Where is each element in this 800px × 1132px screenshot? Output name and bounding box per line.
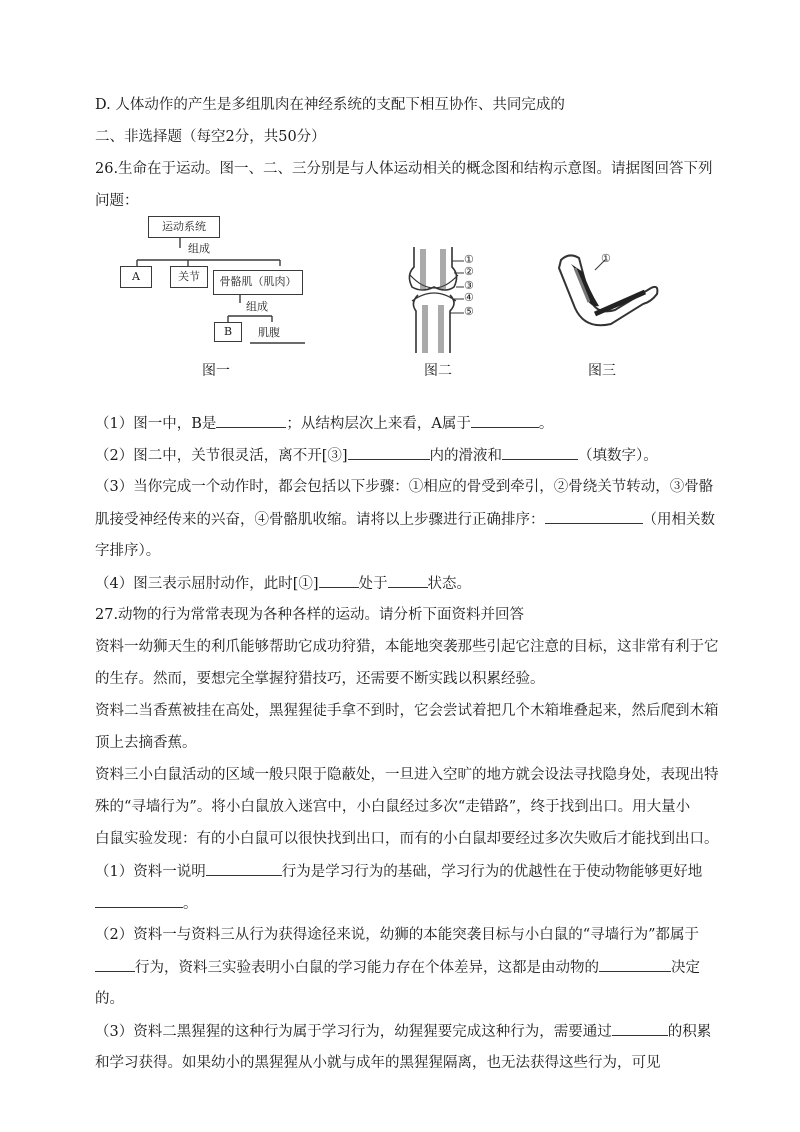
answer-blank[interactable] <box>348 445 430 460</box>
q26-3-line2 <box>95 509 715 530</box>
node-joint: 关节 <box>170 266 208 288</box>
joint-drawing <box>400 245 490 355</box>
q26-1-text-a: （1）图一中，B是 <box>95 416 217 432</box>
answer-blank[interactable] <box>599 957 671 972</box>
fig3-label-1: ① <box>601 252 611 265</box>
q26-2 <box>95 445 658 466</box>
q26-2-text-a: （2）图二中，关节很灵活，离不开[③] <box>95 448 348 464</box>
fig2-label-3: ③ <box>464 279 474 292</box>
question-27-stem: 27.动物的行为常常表现为各种各样的运动。请分析下面资料并回答 <box>95 607 525 623</box>
q26-4-text-b: 处于 <box>358 576 388 592</box>
q27-2-line1: （2）资料一与资料三从行为获得途径来说，幼狮的本能突袭目标与小白鼠的“寻墙行为”都属于 <box>95 927 700 943</box>
q27-2-line3: 的。 <box>95 991 124 1007</box>
q27-3-line1 <box>95 1021 711 1042</box>
figure-2-joint-diagram <box>400 245 490 355</box>
q26-3-text-c: （用相关数 <box>642 512 715 528</box>
q27-1-text-c: 。 <box>183 896 198 912</box>
q27-2-line2 <box>95 957 700 978</box>
material-1-line1: 资料一幼狮天生的利爪能够帮助它成功狩猎，本能地突袭那些引起它注意的目标，这非常有利于它 <box>95 639 719 655</box>
material-2-line2: 顶上去摘香蕉。 <box>95 735 197 751</box>
option-d: D. 人体动作的产生是多组肌肉在神经系统的支配下相互协作、共同完成的 <box>95 97 565 113</box>
q27-1-line1 <box>95 861 702 882</box>
node-motor-system: 运动系统 <box>148 216 220 238</box>
answer-blank[interactable] <box>471 413 539 428</box>
answer-blank[interactable] <box>216 413 286 428</box>
answer-blank[interactable] <box>612 1021 668 1036</box>
q27-3-text-b: 的积累 <box>667 1024 712 1040</box>
belly-box-outline <box>250 322 310 344</box>
q26-4-text-c: 状态。 <box>427 576 472 592</box>
caption-fig2: 图二 <box>424 363 452 379</box>
q27-2-text-b: 行为，资料三实验表明小白鼠的学习能力存在个体差异，这都是由动物的 <box>135 960 599 976</box>
q26-3-line3: 字排序）。 <box>95 543 161 559</box>
caption-fig1: 图一 <box>202 363 230 379</box>
node-a: A <box>120 266 152 288</box>
caption-fig3: 图三 <box>588 363 616 379</box>
fig2-label-2: ② <box>464 265 474 278</box>
q27-2-text-c: 决定 <box>671 960 700 976</box>
q26-3-text-b: 肌接受神经传来的兴奋，④骨骼肌收缩。请将以上步骤进行正确排序： <box>95 512 545 528</box>
figure-1-concept-map <box>110 210 320 345</box>
material-1-line2: 的生存。然而，要想完全掌握狩猎技巧，还需要不断实践以积累经验。 <box>95 671 545 687</box>
q27-3-line2: 和学习获得。如果幼小的黑猩猩从小就与成年的黑猩猩隔离，也无法获得这些行为，可见 <box>95 1055 661 1071</box>
label-compose-1: 组成 <box>188 242 210 255</box>
question-26-stem: 26.生命在于运动。图一、二、三分别是与人体运动相关的概念图和结构示意图。请据图回答下列 <box>95 161 713 177</box>
label-compose-2: 组成 <box>246 300 268 313</box>
answer-blank[interactable] <box>206 861 282 876</box>
q27-1-text-a: （1）资料一说明 <box>95 864 206 880</box>
q26-1-text-c: 。 <box>538 416 554 432</box>
answer-blank[interactable] <box>95 957 135 972</box>
q26-4-text-a: （4）图三表示屈肘动作，此时[①] <box>95 576 319 592</box>
answer-blank[interactable] <box>388 573 428 588</box>
q26-2-text-b: 内的滑液和 <box>429 448 503 464</box>
answer-blank[interactable] <box>545 509 643 524</box>
question-26-stem-cont: 问题： <box>95 193 139 209</box>
q26-1-text-b: ；从结构层次上来看，A属于 <box>286 416 471 432</box>
q26-2-text-c: （填数字）。 <box>578 448 658 464</box>
answer-blank[interactable] <box>502 445 578 460</box>
material-3-line3: 白鼠实验发现：有的小白鼠可以很快找到出口，而有的小白鼠却要经过多次失败后才能找到出口。 <box>95 831 719 847</box>
fig2-label-4: ④ <box>464 291 474 304</box>
node-skeletal-muscle: 骨骼肌（肌肉） <box>213 270 303 295</box>
node-b: B <box>214 322 242 342</box>
answer-blank[interactable] <box>95 893 183 908</box>
fig2-label-1: ① <box>464 253 474 266</box>
answer-blank[interactable] <box>319 573 359 588</box>
q27-1-line2 <box>95 893 198 914</box>
section-heading: 二、非选择题（每空2分，共50分） <box>95 129 326 145</box>
q26-4 <box>95 573 471 594</box>
q27-1-text-b: 行为是学习行为的基础，学习行为的优越性在于使动物能够更好地 <box>281 864 703 880</box>
material-3-line1: 资料三小白鼠活动的区域一般只限于隐蔽处，一旦进入空旷的地方就会设法寻找隐身处，表现出特 <box>95 767 719 783</box>
material-2-line1: 资料二当香蕉被挂在高处，黑猩猩徒手拿不到时，它会尝试着把几个木箱堆叠起来，然后爬到木箱 <box>95 703 719 719</box>
q27-3-text-a: （3）资料二黑猩猩的这种行为属于学习行为，幼猩猩要完成这种行为，需要通过 <box>95 1024 612 1040</box>
figure-3-arm-diagram <box>555 250 665 330</box>
material-3-line2: 殊的“寻墙行为”。将小白鼠放入迷宫中，小白鼠经过多次“走错路”，终于找到出口。用大量小 <box>95 799 691 815</box>
q26-3-line1: （3）当你完成一个动作时，都会包括以下步骤：①相应的骨受到牵引，②骨绕关节转动，③骨骼 <box>95 479 714 495</box>
fig2-label-5: ⑤ <box>464 305 474 318</box>
node-muscle-belly: 肌腹 <box>258 326 280 339</box>
q26-1 <box>95 413 553 434</box>
